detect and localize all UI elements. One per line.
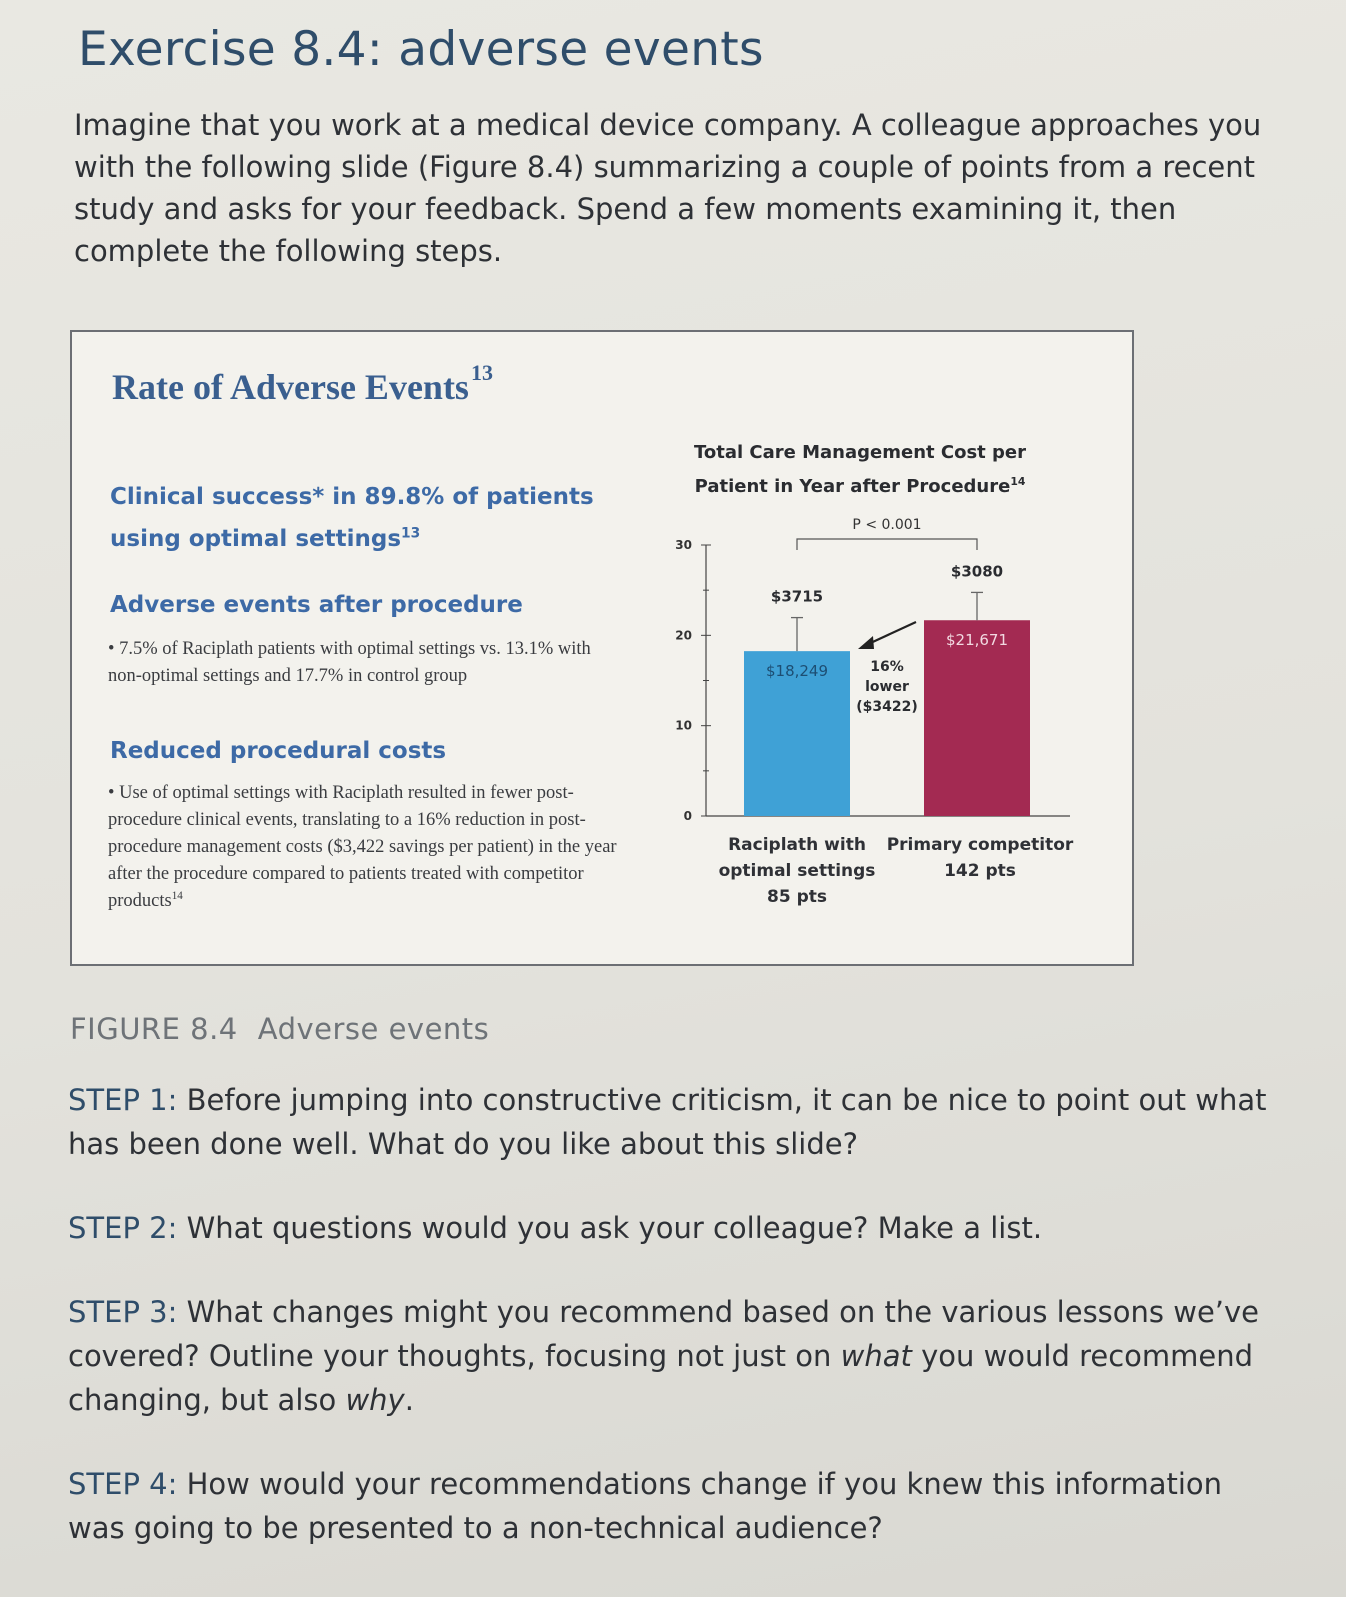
step-3-em-why: why: [345, 1383, 405, 1417]
p-value-label: P < 0.001: [852, 517, 922, 533]
step-3-text-c: .: [404, 1383, 414, 1417]
y-tick-label: 20: [675, 628, 692, 643]
chart-title-ref: 14: [1010, 475, 1026, 488]
clinical-success-line-2-text: using optimal settings: [110, 526, 402, 552]
slide-title: [112, 360, 493, 408]
step-3-text-a: What changes might you recommend based on the various lessons we’ve covered? Outline your thoughts, focusing not just on: [68, 1295, 1260, 1373]
step-1-text: Before jumping into constructive criticism, it can be nice to point out what has been done well. What do you like about this slide?: [68, 1083, 1267, 1161]
adverse-events-heading: Adverse events after procedure: [110, 592, 523, 618]
step-3-em-what: what: [840, 1339, 912, 1373]
slide-title-text: Rate of Adverse Events: [112, 367, 469, 407]
clinical-success-line-1: Clinical success* in 89.8% of patients: [110, 484, 594, 510]
x-label-raciplath-line-3: 85 pts: [767, 887, 827, 907]
figure-caption-number: FIGURE 8.4: [70, 1012, 238, 1046]
bar-value-label: $21,671: [945, 631, 1009, 650]
x-label-competitor: [880, 832, 1080, 884]
clinical-success-text: [110, 476, 594, 560]
x-label-raciplath-line-1: Raciplath with: [728, 835, 866, 855]
annotation-text: lower: [865, 679, 909, 695]
error-label: $3715: [770, 587, 824, 606]
step-4-label: STEP 4:: [68, 1467, 178, 1501]
exercise-heading: Exercise 8.4: adverse events: [78, 22, 764, 77]
adverse-events-bullet: • 7.5% of Raciplath patients with optimal settings vs. 13.1% with non-optimal settings and 17.7% in control group: [108, 639, 591, 686]
figure-caption-text: Adverse events: [257, 1012, 490, 1046]
step-1-label: STEP 1:: [68, 1083, 178, 1117]
error-label: $3080: [950, 562, 1004, 581]
cost-bar-chart: [652, 512, 1072, 832]
step-3: [68, 1290, 1278, 1422]
reduced-costs-heading: Reduced procedural costs: [110, 738, 447, 764]
chart-title-line-2-text: Patient in Year after Procedure: [694, 476, 1011, 497]
x-label-raciplath: [702, 832, 892, 910]
step-2-label: STEP 2:: [68, 1211, 178, 1245]
intro-paragraph: Imagine that you work at a medical device company. A colleague approaches you with the following slide (Figure 8.4) summarizing a couple of points from a recent study and asks for your feedback. Spend a few moments examining it, then complete the following steps.: [74, 108, 1262, 268]
chart-title-line-2: [690, 470, 1030, 504]
slide-title-ref: 13: [470, 360, 493, 385]
bar-competitor: [924, 620, 1030, 816]
step-4: [68, 1462, 1278, 1550]
step-4-text: How would your recommendations change if you knew this information was going to be presented to a non-technical audience?: [68, 1467, 1223, 1545]
step-2: [68, 1206, 1278, 1250]
step-2-text: What questions would you ask your colleague? Make a list.: [177, 1211, 1043, 1245]
y-tick-label: 0: [683, 809, 692, 823]
figure-slide: [70, 330, 1134, 966]
chart-title: [690, 436, 1030, 504]
step-1: [68, 1078, 1278, 1166]
clinical-success-ref: 13: [401, 525, 421, 542]
x-label-raciplath-line-2: optimal settings: [718, 861, 876, 881]
annotation-arrow-head: [858, 636, 874, 649]
step-3-text-b: you would recommend changing, but also: [68, 1339, 1254, 1417]
chart-title-line-1: Total Care Management Cost per: [693, 442, 1027, 463]
x-label-competitor-line-2: 142 pts: [944, 861, 1016, 881]
reduced-costs-bullet: [108, 780, 628, 915]
reduced-costs-ref: 14: [171, 889, 183, 902]
step-3-label: STEP 3:: [68, 1295, 178, 1329]
annotation-text: 16%: [870, 659, 904, 675]
significance-bracket: [797, 539, 977, 550]
annotation-text: ($3422): [856, 699, 918, 715]
y-tick-label: 30: [675, 538, 692, 552]
figure-caption: [70, 1012, 489, 1046]
bar-value-label: $18,249: [765, 662, 829, 681]
y-tick-label: 10: [675, 718, 692, 733]
x-label-competitor-line-1: Primary competitor: [886, 835, 1074, 855]
clinical-success-line-2: [110, 518, 594, 560]
reduced-costs-bullet-text: • Use of optimal settings with Raciplath resulted in fewer post-procedure clinical events, translating to a 16% reduction in post-procedure management costs ($3,422 savings per patient) in the year after the procedure compared to patients treated with competitor products: [108, 783, 617, 911]
